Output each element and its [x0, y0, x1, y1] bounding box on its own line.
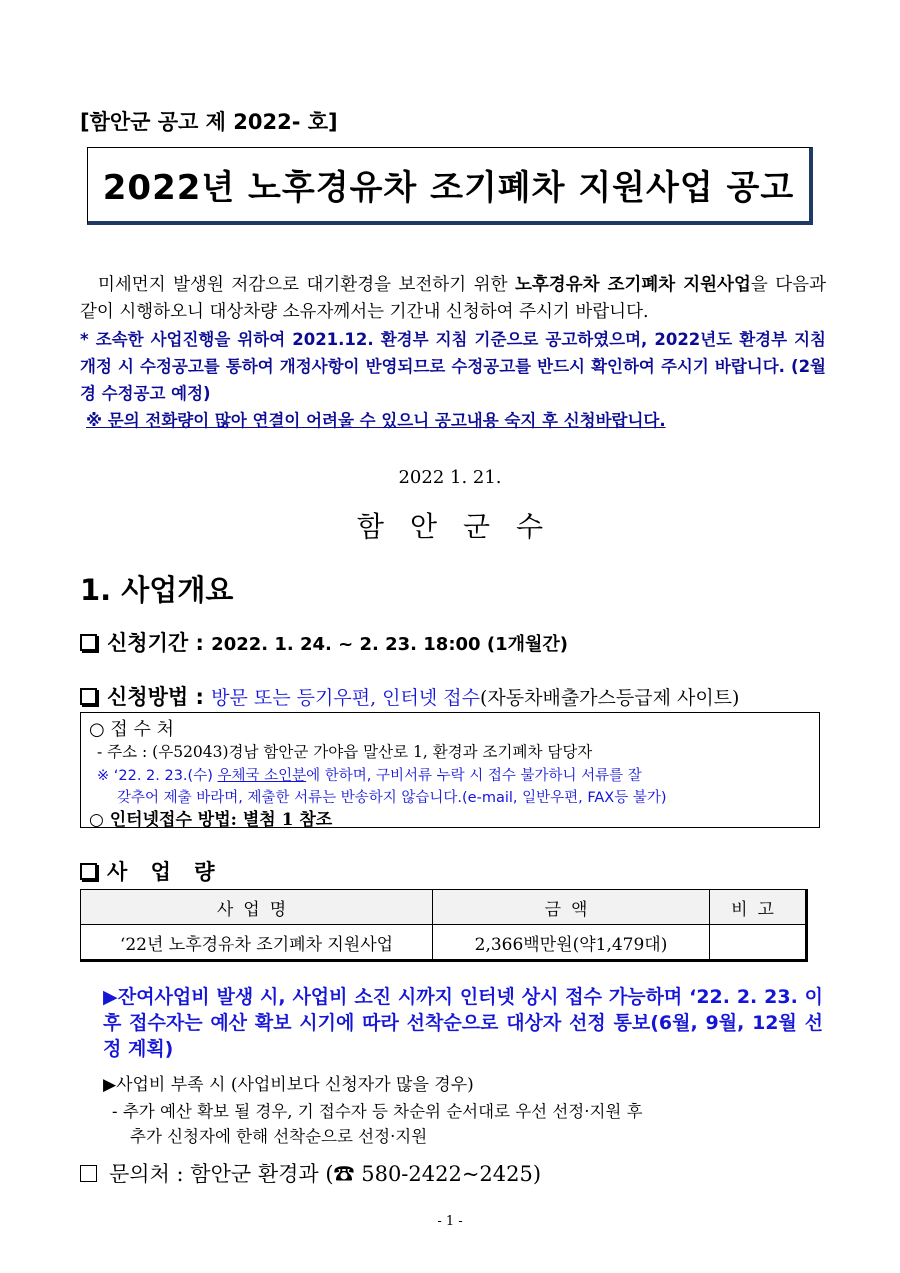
- method-label: 신청방법 :: [107, 685, 204, 709]
- revision-notice: * 조속한 사업진행을 위하여 2021.12. 환경부 지침 기준으로 공고하였으며, 2022년도 환경부 지침 개정 시 수정공고를 통하여 개정사항이 반영되므로 수정공고를 반드시 확인하여 주시기 바랍니다. (2월경 수정공고 예정): [80, 330, 826, 403]
- method-value-blue: 방문 또는 등기우편, 인터넷 접수: [211, 687, 480, 709]
- intro-paragraph: [80, 272, 826, 326]
- volume-heading: [80, 856, 222, 886]
- title-box: [87, 147, 813, 225]
- table-cell: ‘22년 노후경유차 조기폐차 지원사업: [81, 925, 433, 961]
- online-reception: ○ 인터넷접수 방법: 별첨 1 참조: [89, 810, 333, 830]
- application-method: [80, 681, 739, 711]
- table-row: [81, 925, 807, 961]
- reception-note-prefix: ※ ‘22. 2. 23.(수): [97, 768, 218, 784]
- shortage-line-2: 추가 신청자에 한해 선착순으로 선정·지원: [130, 1127, 428, 1146]
- reception-box: [80, 712, 820, 828]
- volume-label: 사 업 량: [107, 860, 223, 884]
- reception-note: [97, 764, 642, 785]
- table-header-cell: 사업명: [81, 890, 433, 925]
- reception-note-underline: 우체국 소인분: [217, 768, 307, 784]
- page-number: - 1 -: [437, 1214, 463, 1229]
- signer: 함안군수: [356, 510, 570, 543]
- phone-notice: ※ 문의 전화량이 많아 연결이 어려울 수 있으니 공고내용 숙지 후 신청바랍니다.: [86, 411, 666, 430]
- reception-note-line2: 갖추어 제출 바라며, 제출한 서류는 반송하지 않습니다.(e-mail, 일반우편, FAX등 불가): [117, 790, 667, 806]
- contact-info: [80, 1158, 541, 1188]
- table-cell: 2,366백만원(약1,479대): [433, 925, 710, 961]
- reception-title: ○ 접 수 처: [89, 719, 175, 740]
- method-value-rest: (자동차배출가스등급제 사이트): [479, 687, 740, 709]
- square-bullet-icon: [80, 1165, 97, 1182]
- remaining-budget-note: ▶잔여사업비 발생 시, 사업비 소진 시까지 인터넷 상시 접수 가능하며 ‘22. 2. 23. 이후 접수자는 예산 확보 시기에 따라 선착순으로 대상자 선정 통보(6월, 9월, 12월 선정 계획): [103, 986, 823, 1060]
- reception-note-rest: 에 한하며, 구비서류 누락 시 접수 불가하니 서류를 잘: [306, 768, 642, 784]
- section-heading: 1. 사업개요: [80, 573, 234, 607]
- table-cell: [710, 925, 807, 961]
- shortage-line-1: - 추가 예산 확보 될 경우, 기 접수자 등 차순위 순서대로 우선 선정·지원 후: [112, 1102, 643, 1121]
- intro-text-2: 을 다음과 같이 시행하오니 대상차량 소유자께서는 기간내 신청하여 주시기 바랍니다.: [80, 275, 826, 322]
- notice-number: [함안군 공고 제 2022- 호]: [80, 110, 338, 134]
- business-table: [80, 889, 808, 962]
- table-header-row: [81, 890, 807, 925]
- reception-address: - 주소 : (우52043)경남 함안군 가야읍 말산로 1, 환경과 조기폐차 담당자: [97, 743, 593, 761]
- table-header-cell: 비고: [710, 890, 807, 925]
- period-label: 신청기간 :: [107, 631, 204, 655]
- shortage-title: ▶사업비 부족 시 (사업비보다 신청자가 많을 경우): [103, 1075, 474, 1095]
- table-header-cell: 금액: [433, 890, 710, 925]
- page-title: 2022년 노후경유차 조기폐차 지원사업 공고: [102, 168, 795, 208]
- intro-text-bold: 노후경유차 조기폐차 지원사업: [515, 275, 751, 295]
- checkbox-square-icon: [80, 634, 97, 651]
- checkbox-square-icon: [80, 863, 97, 880]
- intro-text-1: 미세먼지 발생원 저감으로 대기환경을 보전하기 위한: [98, 275, 515, 295]
- notice-date: 2022 1. 21.: [398, 467, 502, 488]
- application-period: [80, 627, 568, 657]
- contact-text: 문의처 : 함안군 환경과 (☎ 580-2422~2425): [109, 1162, 542, 1186]
- checkbox-square-icon: [80, 688, 97, 705]
- period-value: 2022. 1. 24. ~ 2. 23. 18:00 (1개월간): [211, 634, 568, 655]
